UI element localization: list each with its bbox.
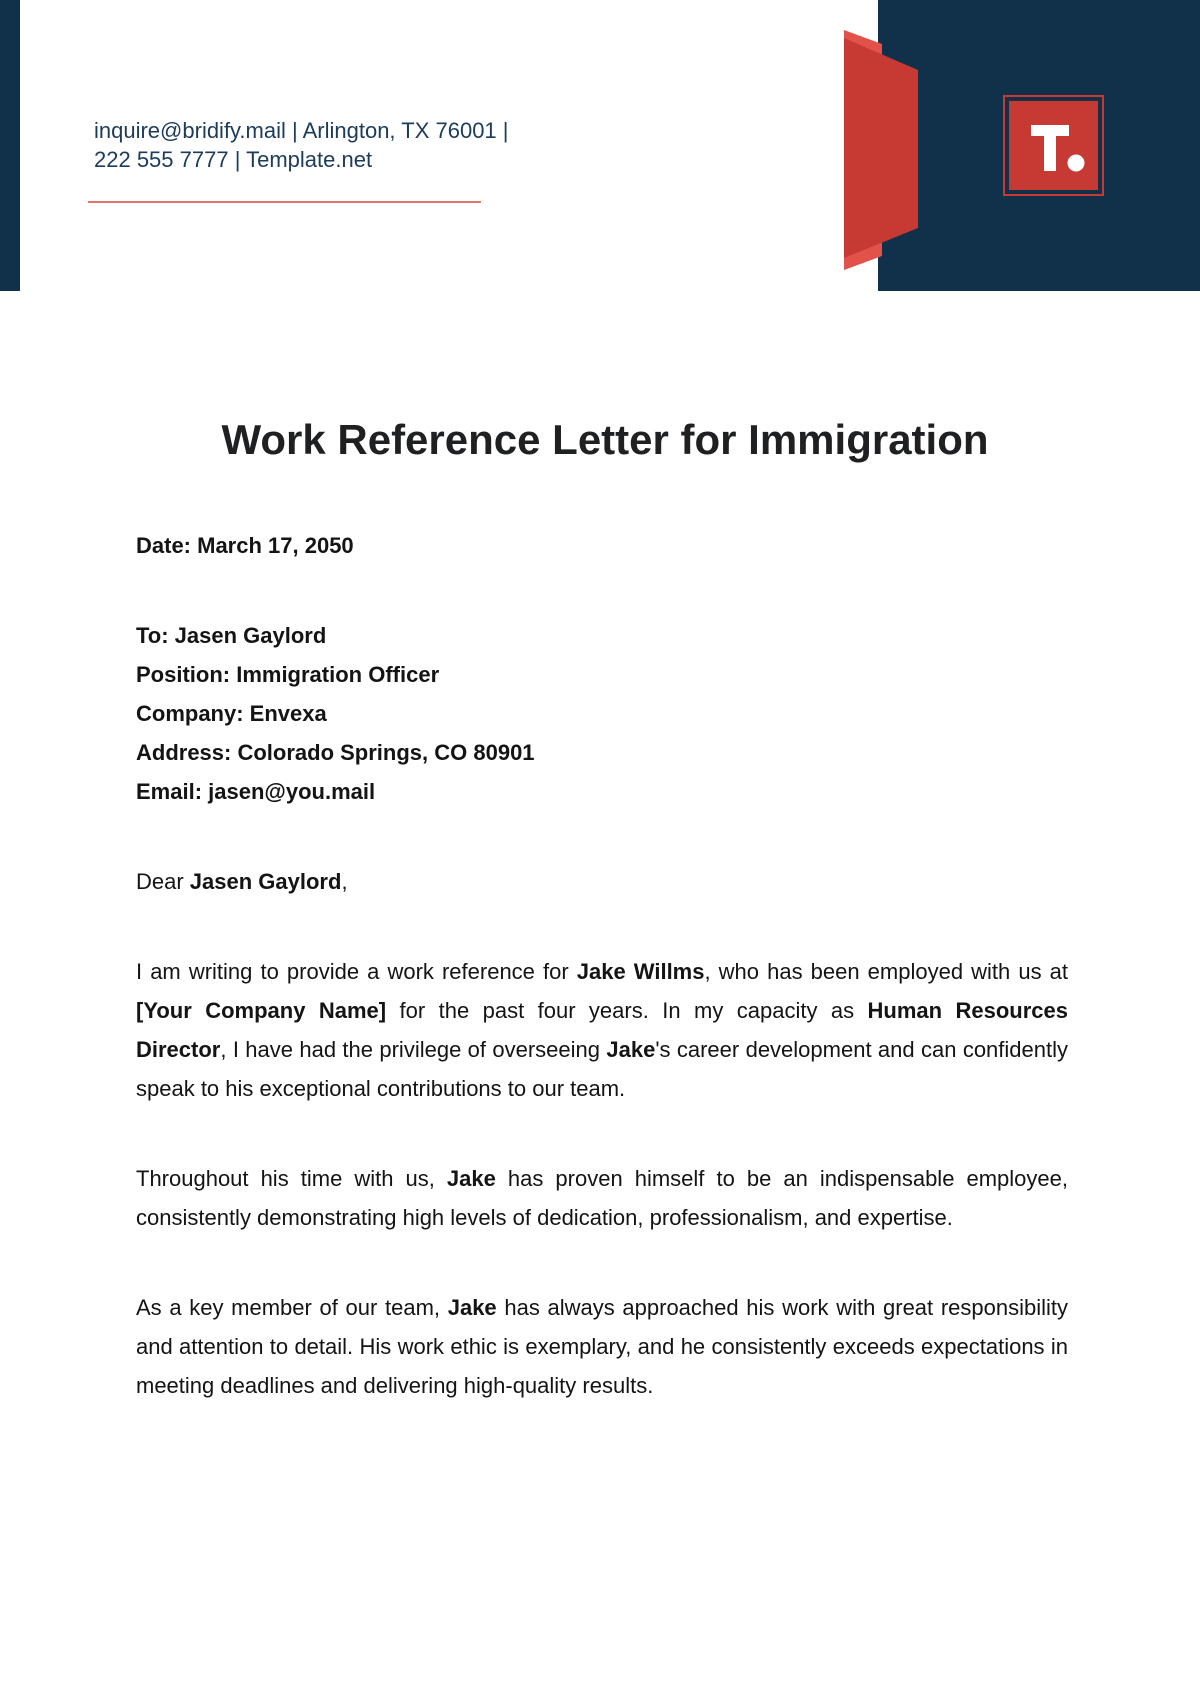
letter-body <box>136 526 1068 1405</box>
p1-employee-name: Jake Willms <box>576 959 705 984</box>
ribbon-front <box>844 38 918 258</box>
left-accent-bar <box>0 0 20 291</box>
p1-company-placeholder: [Your Company Name] <box>136 998 387 1023</box>
salutation-prefix: Dear <box>136 869 190 894</box>
p1-text-2: , who has been employed with us at <box>704 959 1069 984</box>
recipient-position: Position: Immigration Officer <box>136 662 440 687</box>
salutation-name: Jasen Gaylord <box>189 869 342 894</box>
paragraph-3 <box>136 1288 1068 1405</box>
recipient-email: Email: jasen@you.mail <box>136 779 376 804</box>
p1-text-1: I am writing to provide a work reference for <box>136 959 577 984</box>
p1-text-4: , I have had the privilege of overseeing <box>220 1037 607 1062</box>
logo-t-icon <box>1009 101 1102 194</box>
p1-writer-title: Human Resources Director <box>136 998 1068 1062</box>
p1-text-5: 's career development and can confidently speak to his exceptional contributions to our team. <box>136 1037 1068 1101</box>
salutation-suffix: , <box>341 869 348 894</box>
recipient-to: To: Jasen Gaylord <box>136 623 327 648</box>
contact-line-1: inquire@bridify.mail | Arlington, TX 76001 | <box>94 118 509 143</box>
paragraph-1 <box>136 952 1068 1108</box>
contact-info <box>94 116 564 174</box>
recipient-company: Company: Envexa <box>136 701 327 726</box>
p3-text-2: has always approached his work with great responsibility and attention to detail. His work ethic is exemplary, and he consistently exceeds expectations in meeting deadlines and delivering high-quality results. <box>136 1295 1068 1398</box>
p3-text-1: As a key member of our team, <box>136 1295 448 1320</box>
contact-divider <box>88 201 481 203</box>
p2-text-2: has proven himself to be an indispensable employee, consistently demonstrating high levels of dedication, professionalism, and expertise. <box>136 1166 1068 1230</box>
page-title: Work Reference Letter for Immigration <box>221 416 989 463</box>
logo-tile <box>1009 101 1098 190</box>
p1-employee-first-name: Jake <box>606 1037 656 1062</box>
p2-text-1: Throughout his time with us, <box>136 1166 447 1191</box>
brand-logo <box>1003 95 1104 196</box>
salutation <box>136 862 1068 901</box>
p3-employee-name: Jake <box>447 1295 497 1320</box>
ribbon-decoration <box>838 30 922 270</box>
recipient-address: Address: Colorado Springs, CO 80901 <box>136 740 535 765</box>
paragraph-2 <box>136 1159 1068 1237</box>
date-line: Date: March 17, 2050 <box>136 533 354 558</box>
p1-text-3: for the past four years. In my capacity as <box>386 998 868 1023</box>
contact-line-2: 222 555 7777 | Template.net <box>94 147 373 172</box>
p2-employee-name: Jake <box>446 1166 496 1191</box>
recipient-block <box>136 616 1068 811</box>
